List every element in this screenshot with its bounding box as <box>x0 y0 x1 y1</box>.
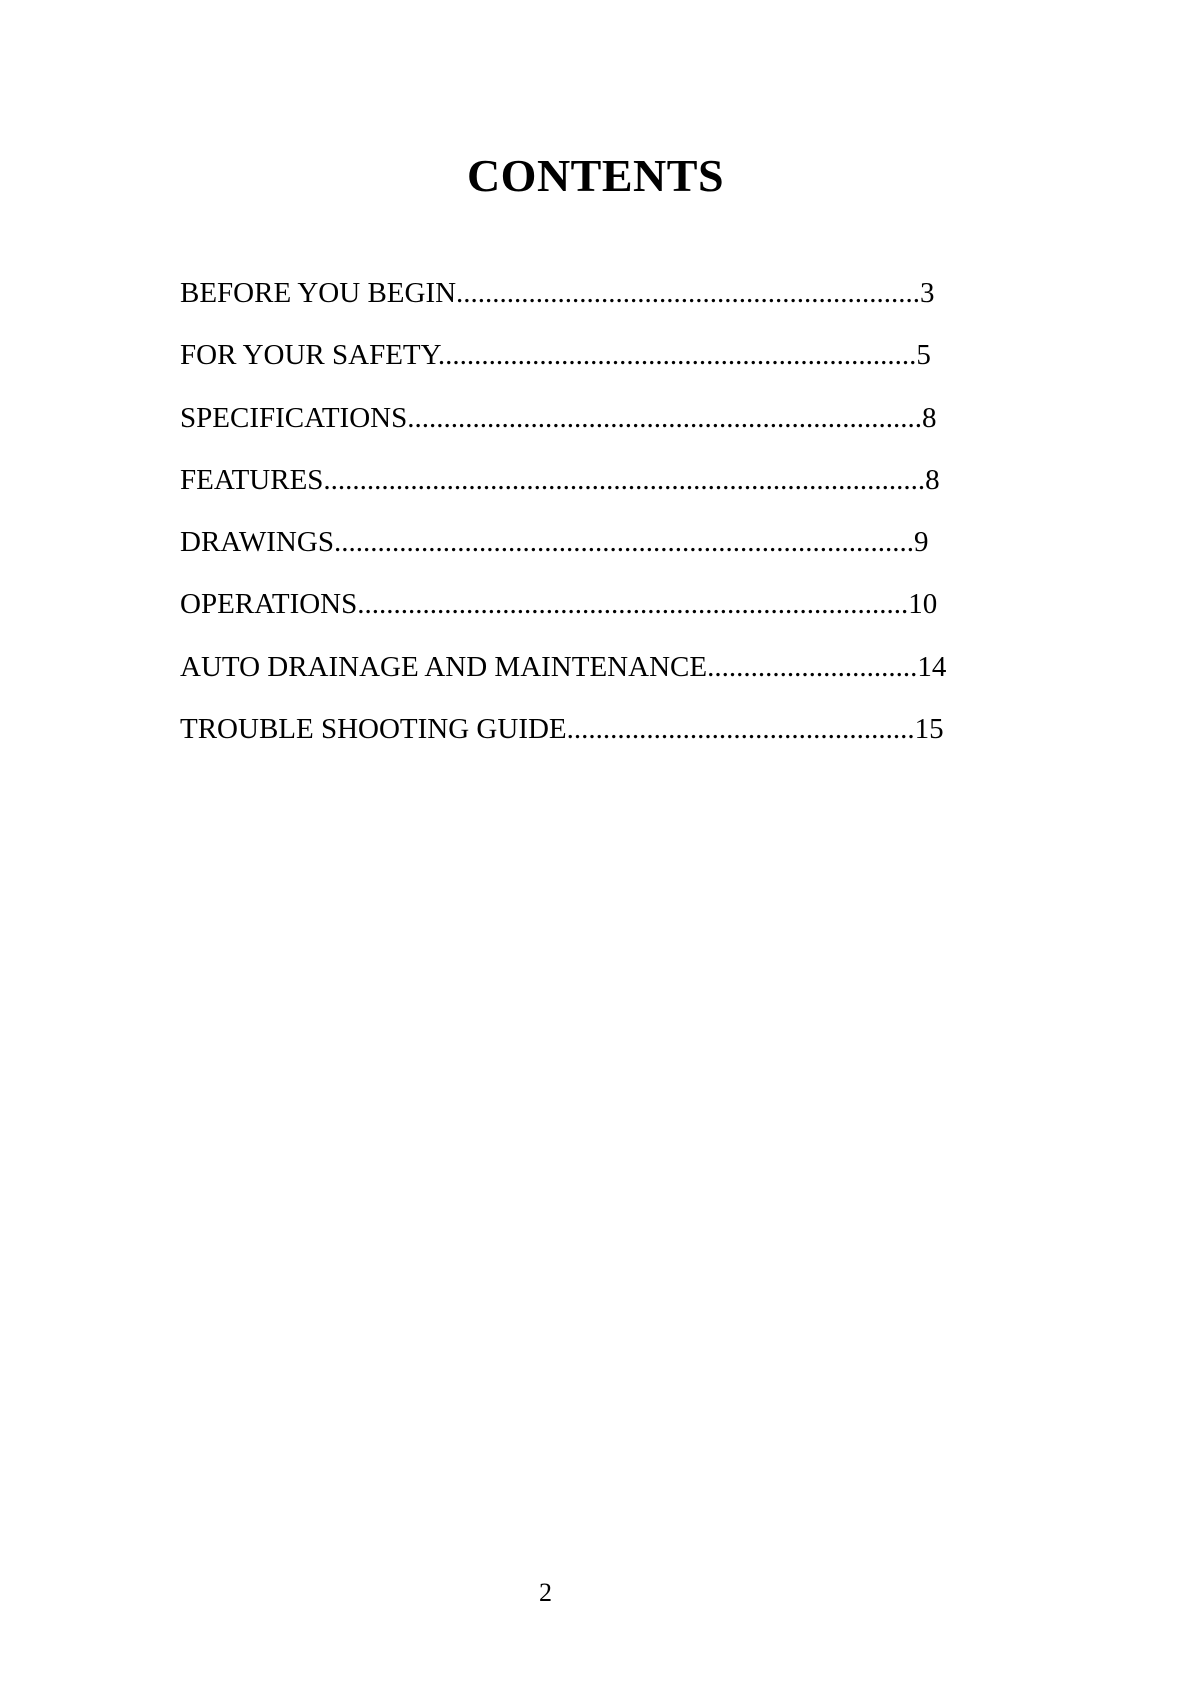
toc-leader-dots: ................................................................ <box>456 277 921 309</box>
toc-entry-label: TROUBLE SHOOTING GUIDE <box>180 713 567 746</box>
toc-entry <box>180 338 1020 400</box>
toc-entry-label: DRAWINGS <box>180 526 334 559</box>
toc-leader-dots: ................................................................................... <box>323 463 926 496</box>
toc-entry-page: 3 <box>920 277 935 309</box>
toc-entry-page: 8 <box>921 401 937 434</box>
toc-entry-page: 9 <box>913 526 929 559</box>
table-of-contents <box>180 276 1020 774</box>
toc-leader-dots: .................................................................. <box>437 339 917 372</box>
toc-entry-page: 5 <box>916 339 931 372</box>
toc-entry-page: 14 <box>917 650 947 683</box>
toc-leader-dots: ................................................ <box>566 713 915 746</box>
toc-leader-dots: ....................................................................... <box>407 401 922 434</box>
toc-leader-dots: ............................................................................ <box>357 588 909 621</box>
toc-entry-label: SPECIFICATIONS <box>180 401 408 434</box>
toc-entry-label: FOR YOUR SAFETY <box>180 339 438 372</box>
toc-entry-label: BEFORE YOU BEGIN <box>180 277 457 309</box>
toc-entry <box>180 712 1020 774</box>
toc-entry-label: FEATURES <box>180 463 324 496</box>
toc-entry-page: 10 <box>908 588 938 621</box>
page-title: CONTENTS <box>466 150 725 201</box>
toc-entry <box>180 525 1020 587</box>
toc-leader-dots: ................................................................................ <box>333 526 914 559</box>
toc-leader-dots: ............................. <box>707 650 918 683</box>
toc-entry-page: 15 <box>914 713 944 746</box>
toc-entry-page: 8 <box>925 463 940 496</box>
toc-entry-label: AUTO DRAINAGE AND MAINTENANCE <box>180 650 708 683</box>
page-number: 2 <box>539 1578 552 1607</box>
toc-entry-label: OPERATIONS <box>180 588 358 621</box>
toc-entry <box>180 587 1020 649</box>
toc-entry <box>180 463 1020 525</box>
toc-entry <box>180 401 1020 463</box>
toc-entry <box>180 650 1020 712</box>
toc-entry <box>180 276 1020 338</box>
